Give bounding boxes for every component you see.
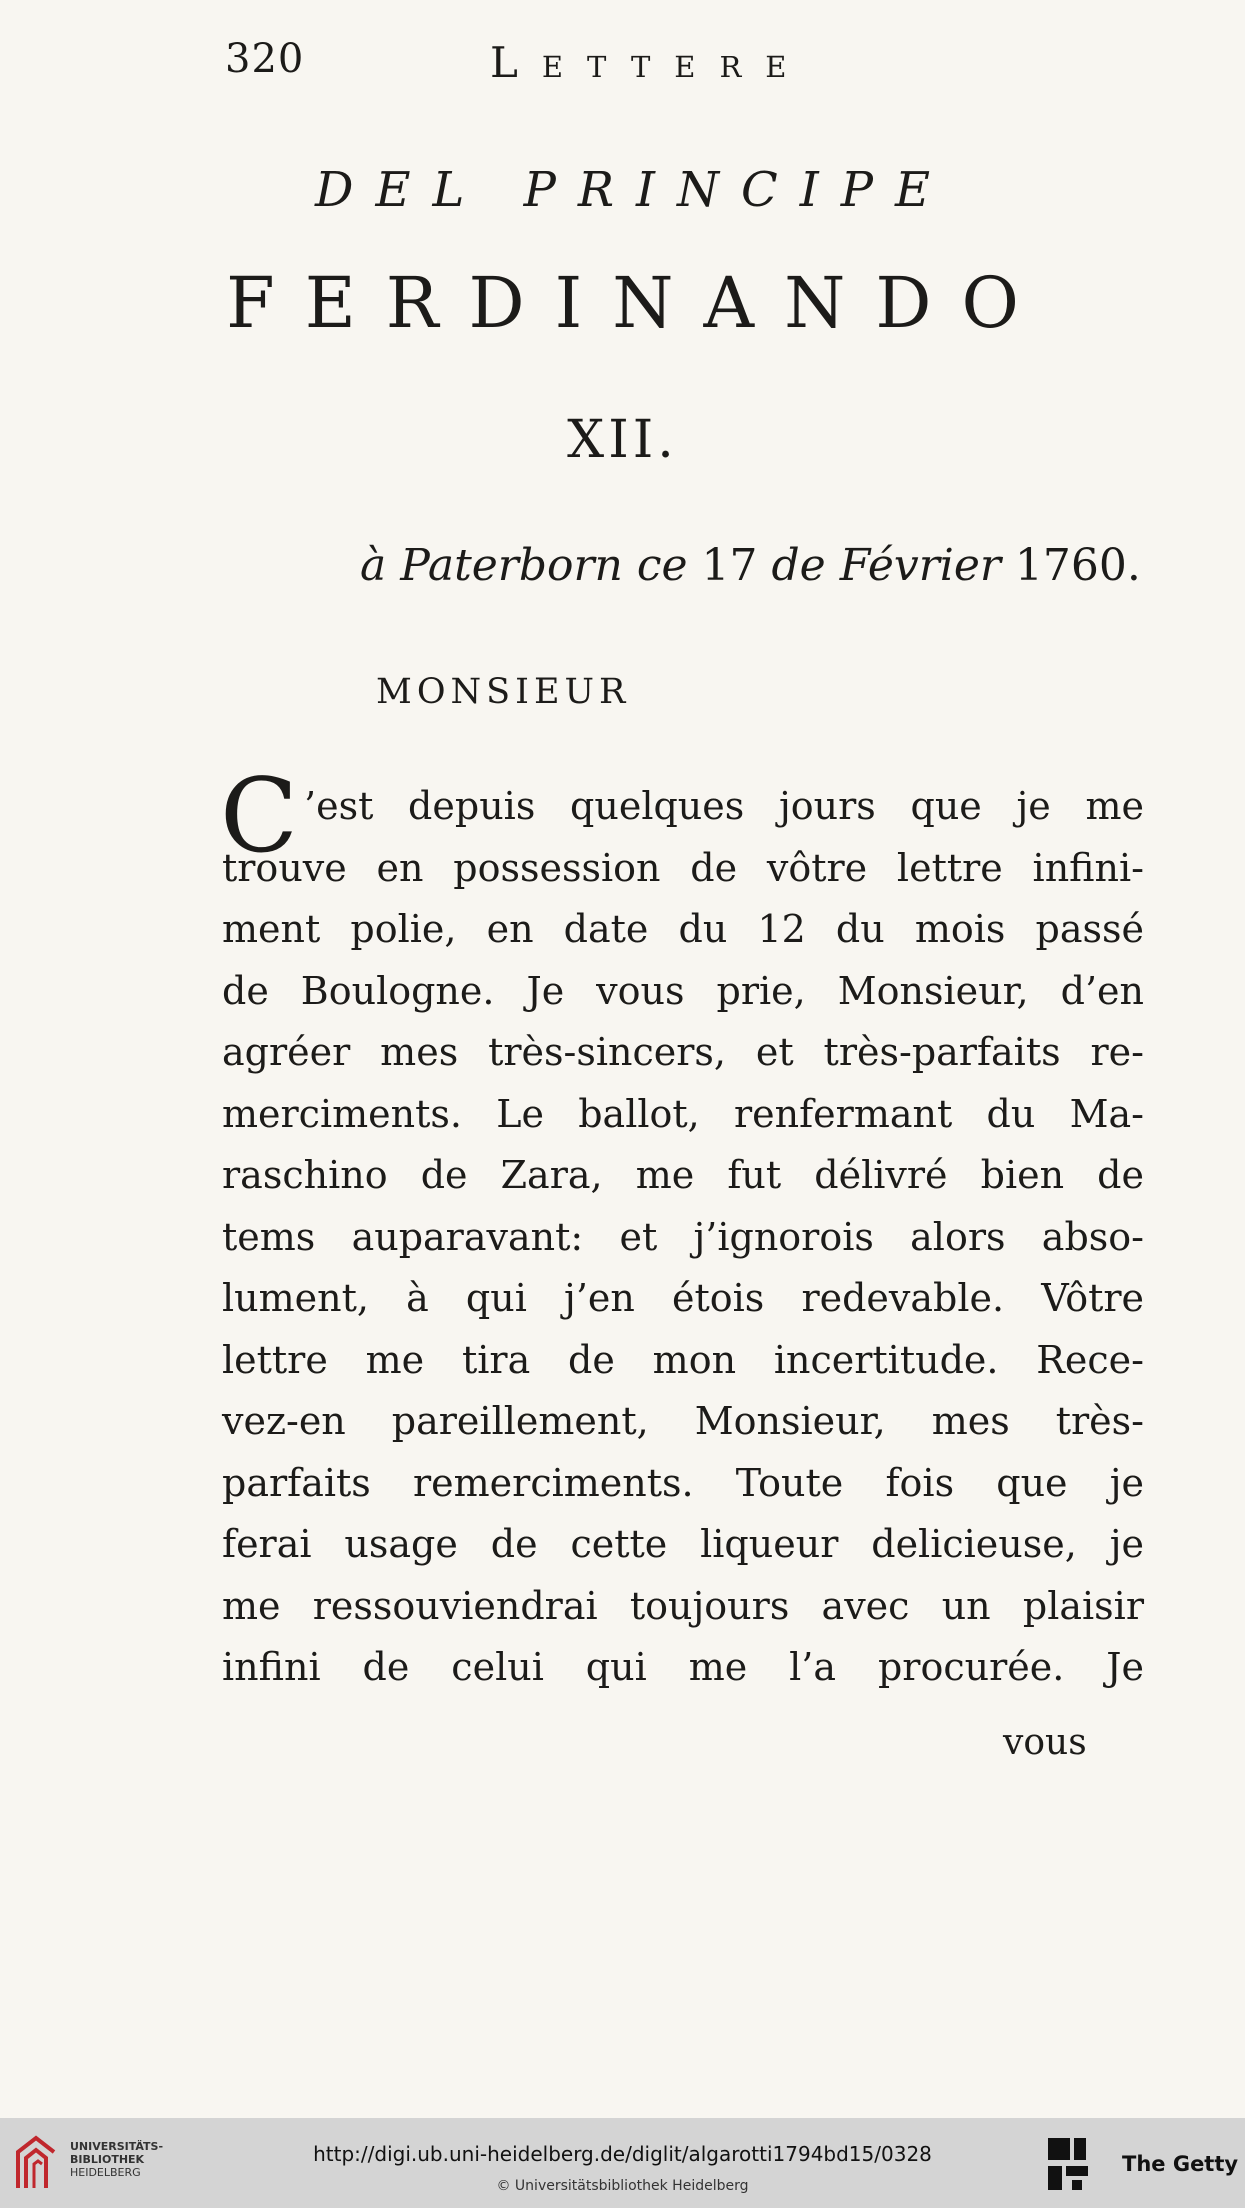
dateline-month: de Février	[757, 540, 1015, 591]
text-line: lettre me tira de mon incertitude. Rece-	[222, 1337, 1144, 1382]
text-line: de Boulogne. Je vous prie, Monsieur, d’en	[222, 968, 1144, 1013]
text-line: me ressouviendrai toujours avec un plaisir	[222, 1583, 1144, 1628]
text-line: ment polie, en date du 12 du mois passé	[222, 907, 1144, 951]
getty-logo-icon	[1046, 2136, 1102, 2192]
text-line: trouve en possession de vôtre lettre infini-	[222, 845, 1144, 890]
text-line: tems auparavant: et j’ignorois alors abso-	[222, 1214, 1144, 1259]
dateline	[360, 540, 1141, 591]
text-line: infini de celui qui me l’a procurée. Je	[222, 1645, 1144, 1689]
salutation: MONSIEUR	[376, 672, 631, 712]
dateline-day: 17	[701, 540, 758, 591]
dateline-year: 1760.	[1014, 540, 1141, 591]
drop-cap: C	[220, 757, 299, 876]
text-line: ferai usage de cette liqueur delicieuse, je	[222, 1522, 1144, 1566]
text-line: raschino de Zara, me fut délivré bien de	[222, 1153, 1144, 1197]
library-name-line-1: UNIVERSITÄTS-	[70, 2140, 164, 2153]
viewer-footer	[0, 2118, 1245, 2208]
library-name-line-2: BIBLIOTHEK	[70, 2153, 145, 2166]
text-line: ’est depuis quelques jours que je me	[304, 784, 1144, 828]
text-line: agréer mes très-sincers, et très-parfaits re-	[222, 1030, 1144, 1074]
running-title: Lettere	[490, 38, 811, 87]
page-number: 320	[225, 36, 305, 82]
library-name-line-3: HEIDELBERG	[70, 2166, 141, 2179]
heading-line-1: DEL PRINCIPE	[314, 162, 953, 218]
heading-line-2: FERDINANDO	[226, 262, 1049, 344]
copyright-notice: © Universitätsbibliothek Heidelberg	[496, 2178, 749, 2194]
letter-body	[220, 757, 1144, 1699]
permalink-url[interactable]: http://digi.ub.uni-heidelberg.de/diglit/algarotti1794bd15/0328	[313, 2142, 932, 2166]
text-line: lument, à qui j’en étois redevable. Vôtre	[222, 1276, 1144, 1320]
text-line: merciments. Le ballot, renfermant du Ma-	[222, 1091, 1144, 1136]
dateline-place: à Paterborn ce	[360, 540, 702, 591]
heading-line-3: XII.	[567, 410, 678, 470]
text-line: vez-en pareillement, Monsieur, mes très-	[222, 1399, 1144, 1443]
text-line: parfaits remerciments. Toute fois que je	[222, 1460, 1144, 1505]
partner-name[interactable]: The Getty	[1122, 2152, 1239, 2176]
catchword: vous	[1003, 1722, 1087, 1763]
